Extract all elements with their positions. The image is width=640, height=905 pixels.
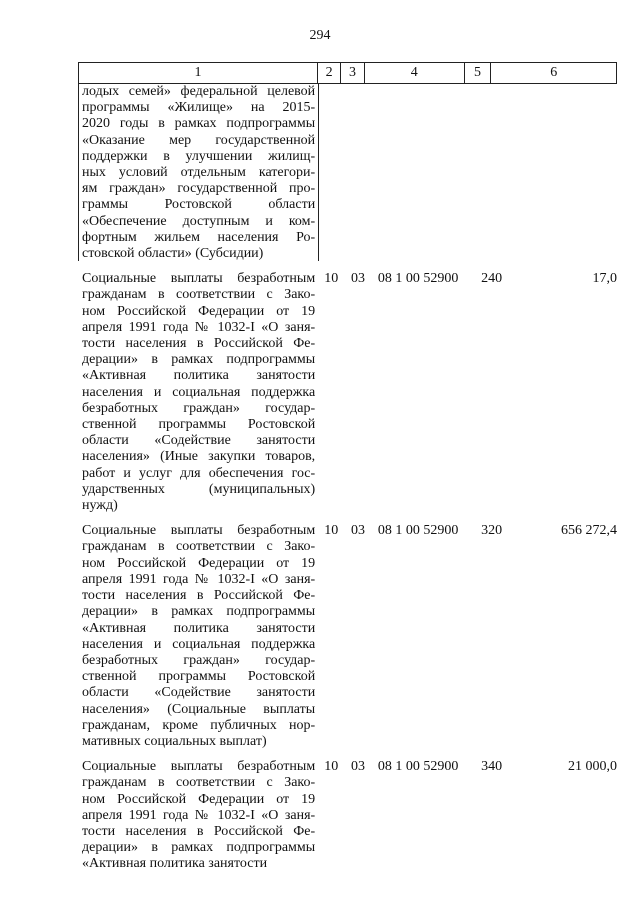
column-divider [318, 84, 319, 261]
description-line: «Активная политика занятости [82, 620, 316, 636]
description-line: безработных граждан» государ- [82, 652, 316, 668]
description-line: безработных граждан» государ- [82, 400, 316, 416]
expense-type-code: 340 [481, 759, 503, 775]
row-description [78, 759, 315, 872]
subsection-code: 03 [351, 759, 366, 775]
description-line: апреля 1991 года № 1032-I «О заня- [82, 571, 316, 587]
description-line: области «Содействие занятости [82, 433, 316, 449]
target-article-code: 08 1 00 52900 [377, 271, 459, 287]
section-code [315, 84, 347, 262]
description-line: апреля 1991 года № 1032-I «О заня- [82, 807, 316, 823]
description-line: дерации» в рамках подпрограммы [82, 840, 316, 856]
description-line: ном Российской Федерации от 19 [82, 555, 316, 571]
description-line: тости населения в Российской Фе- [82, 588, 316, 604]
column-header-2: 2 [318, 63, 341, 83]
table-row [78, 271, 617, 514]
description-line: «Активная политика занятости [82, 368, 316, 384]
description-line: тости населения в Российской Фе- [82, 823, 316, 839]
section-code: 10 [324, 759, 339, 775]
description-line: поддержки в улучшении жилищ- [82, 148, 316, 164]
description-line: фортным жильем населения Ро- [82, 229, 316, 245]
subsection-code: 03 [351, 271, 366, 287]
description-line: дерации» в рамках подпрограммы [82, 604, 316, 620]
description-line: апреля 1991 года № 1032-I «О заня- [82, 319, 316, 335]
amount-value: 656 272,4 [561, 523, 618, 539]
description-line: гражданам в соответствии с Зако- [82, 287, 316, 303]
description-line: области «Содействие занятости [82, 685, 316, 701]
row-description [78, 271, 315, 514]
column-header-6: 6 [550, 65, 558, 80]
description-line: тости населения в Российской Фе- [82, 336, 316, 352]
row-description [78, 84, 315, 262]
amount-value: 21 000,0 [568, 759, 618, 775]
description-line: ных условий отдельным категори- [82, 165, 316, 181]
description-line: ственной программы Ростовской [82, 669, 316, 685]
amount-value [508, 84, 617, 262]
subsection-code [347, 84, 375, 262]
description-line: нужд) [82, 498, 118, 514]
description-line: гражданам в соответствии с Зако- [82, 775, 316, 791]
description-line: населения и социальная поддержка [82, 384, 316, 400]
row-spacer [78, 750, 617, 759]
expense-type-code: 320 [481, 523, 503, 539]
description-line: населения и социальная поддержка [82, 636, 316, 652]
description-line: ном Российской Федерации от 19 [82, 303, 316, 319]
description-line: ударственных (муниципальных) [82, 481, 316, 497]
description-line: Социальные выплаты безработным [82, 271, 316, 287]
description-line: граммы Ростовской области [82, 197, 316, 213]
description-line: населения» (Социальные выплаты [82, 701, 316, 717]
section-code: 10 [324, 271, 339, 287]
description-line: Социальные выплаты безработным [82, 523, 316, 539]
expense-type-code: 240 [481, 271, 503, 287]
description-line: «Оказание мер государственной [82, 132, 316, 148]
column-header-4: 4 [365, 63, 465, 83]
section-code: 10 [324, 523, 339, 539]
left-border [78, 84, 79, 261]
description-line: дерации» в рамках подпрограммы [82, 352, 316, 368]
row-spacer [78, 514, 617, 523]
description-line: стовской области» (Субсидии) [82, 246, 264, 262]
budget-table [78, 62, 617, 873]
subsection-code: 03 [351, 523, 366, 539]
description-line: Социальные выплаты безработным [82, 759, 316, 775]
amount-value: 17,0 [592, 271, 618, 287]
table-row [78, 759, 617, 872]
target-article-code: 08 1 00 52900 [377, 523, 459, 539]
page-number: 294 [309, 28, 331, 43]
description-line: ям граждан» государственной про- [82, 181, 316, 197]
column-header-3: 3 [341, 63, 365, 83]
description-line: 2020 годы в рамках подпрограммы [82, 116, 316, 132]
expense-type-code [477, 84, 508, 262]
description-line: ном Российской Федерации от 19 [82, 791, 316, 807]
description-line: гражданам в соответствии с Зако- [82, 539, 316, 555]
row-description [78, 523, 315, 750]
table-body [78, 84, 617, 873]
table-row [78, 523, 617, 750]
row-spacer [78, 262, 617, 271]
column-header-5: 5 [465, 63, 492, 83]
description-line: работ и услуг для обеспечения гос- [82, 465, 316, 481]
description-line: гражданам, кроме публичных нор- [82, 717, 316, 733]
description-line: населения» (Иные закупки товаров, [82, 449, 316, 465]
description-line: программы «Жилище» на 2015- [82, 100, 316, 116]
description-line: лодых семей» федеральной целевой [82, 84, 316, 99]
table-header-row [78, 62, 617, 84]
target-article-code [375, 84, 477, 262]
table-row [78, 84, 617, 262]
target-article-code: 08 1 00 52900 [377, 759, 459, 775]
description-line: «Обеспечение доступным и ком- [82, 213, 316, 229]
column-header-1: 1 [79, 63, 318, 83]
description-line: «Активная политика занятости [82, 856, 268, 872]
description-line: мативных социальных выплат) [82, 733, 267, 749]
description-line: ственной программы Ростовской [82, 417, 316, 433]
